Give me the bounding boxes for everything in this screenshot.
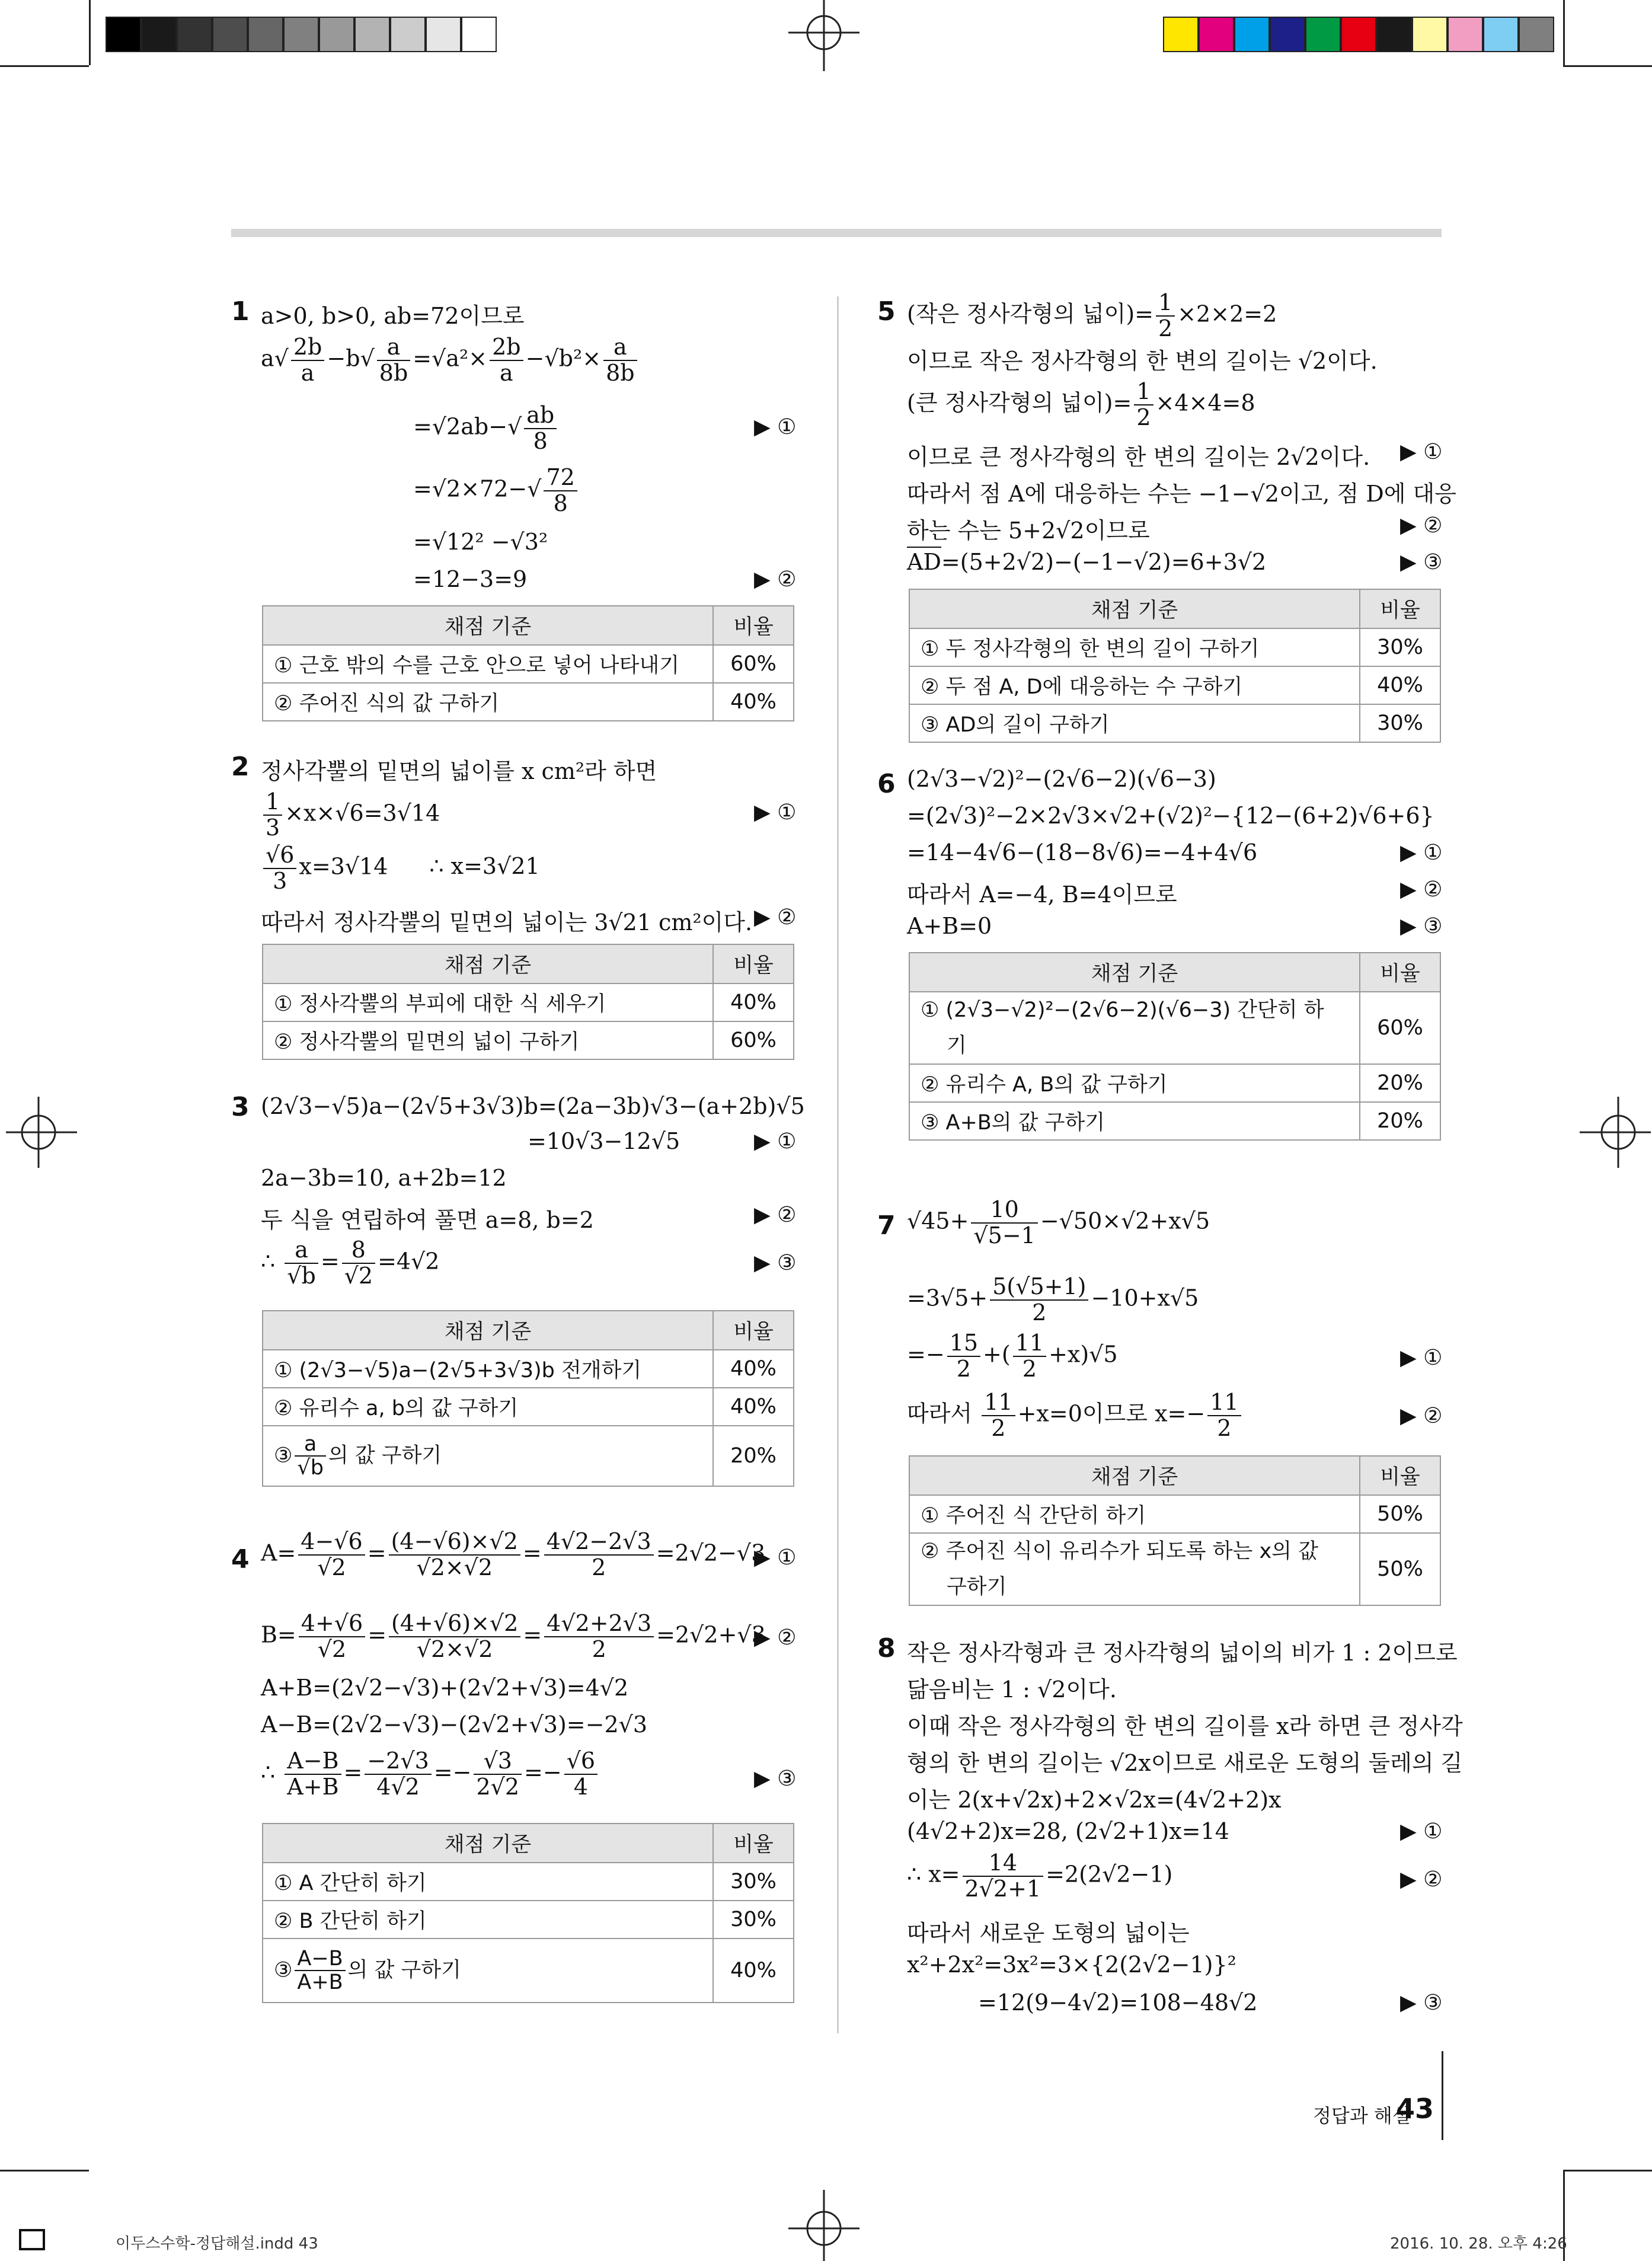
crop-mark [1563,0,1565,65]
table-row: ① 정사각뿔의 부피에 대한 식 세우기 40% [263,983,794,1021]
equation: (작은 정사각형의 넓이)= $\frac{1}{2}$ ×2×2=2 [907,289,1277,341]
table-row: ② 두 점 A, D에 대응하는 수 구하기 40% [909,666,1440,704]
table-row: ① 두 정사각형의 한 변의 길이 구하기 30% [909,628,1440,666]
color-swatch [1412,17,1448,52]
table-header: 채점 기준 [909,953,1360,992]
color-swatch [1448,17,1483,52]
color-swatch [1270,17,1305,52]
table-row: ② 유리수 A, B의 값 구하기 20% [909,1064,1440,1102]
table-row: ③ A+B의 값 구하기 20% [909,1102,1440,1140]
problem-text: 하는 수는 5+2√2이므로 [907,518,1150,544]
table-row: ③ $\frac{A-B}{A+B}$ 의 값 구하기 40% [263,1939,794,2003]
step-marker: ▶ ③ [754,1767,797,1791]
scoring-table [909,1455,1441,1606]
problem-text: 따라서 A=−4, B=4이므로 [907,882,1177,908]
step-marker: ▶ ③ [1400,1991,1443,2015]
color-swatch [1199,17,1234,52]
table-row: ② B 간단히 하기 30% [263,1901,794,1939]
step-marker: ▶ ② [1400,513,1443,538]
equation: 따라서 $\frac{11}{2}$ +x=0이므로 x=− $\frac{11}{2}$ [907,1390,1244,1441]
registration-mark-icon [788,2190,859,2261]
scoring-table [262,944,794,1060]
equation: x²+2x²=3x²=3×{2(2√2−1)}² [907,1952,1236,1978]
step-marker: ▶ ② [1400,1867,1443,1892]
color-swatch [1376,17,1412,52]
table-header: 비율 [713,1824,794,1863]
color-swatch [1305,17,1341,52]
file-name: 이두스수학-정답해설.indd 43 [116,2235,318,2253]
problem-text: 두 식을 연립하여 풀면 a=8, b=2 [261,1207,594,1233]
table-row: ② 유리수 a, b의 값 구하기 40% [263,1388,794,1426]
scoring-table [909,952,1441,1141]
step-marker: ▶ ③ [1400,550,1443,574]
table-header: 비율 [1360,1456,1440,1495]
equation: (2√3−√5)a−(2√5+3√3)b=(2a−3b)√3−(a+2b)√5 [261,1093,805,1119]
equation: AD=(5+2√2)−(−1−√2)=6+3√2 [907,549,1267,575]
problem-text: 닮음비는 1 : √2이다. [907,1676,1117,1703]
step-marker: ▶ ② [1400,1404,1443,1428]
problem-text: 작은 정사각형과 큰 정사각형의 넓이의 비가 1 : 2이므로 [907,1640,1458,1666]
equation: $\frac{1}{3}$ ×x×√6=3√14 [261,790,440,841]
square-icon [19,2229,45,2250]
crop-mark [1563,2170,1652,2171]
problem-text: 정사각뿔의 밑면의 넓이를 x cm²라 하면 [261,758,657,784]
equation: =√2ab−√ $\frac{ab}{8}$ [413,403,559,454]
color-swatch [106,17,141,52]
crop-mark [1563,65,1652,67]
table-header: 채점 기준 [909,589,1360,628]
table-row: ① 근호 밖의 수를 근호 안으로 넣어 나타내기 60% [263,645,794,683]
table-row: ③ $\frac{a}{√b}$ 의 값 구하기 20% [263,1426,794,1486]
step-marker: ▶ ① [1400,841,1443,865]
color-swatch [426,17,461,52]
scoring-table [909,589,1441,743]
overline [907,547,941,548]
registration-mark-icon [6,1097,77,1168]
step-marker: ▶ ① [754,1129,797,1154]
equation: A−B=(2√2−√3)−(2√2+√3)=−2√3 [261,1711,648,1738]
table-row: ① A 간단히 하기 30% [263,1863,794,1901]
equation: ∴ $\frac{A-B}{A+B}$ = $\frac{-2√3}{4√2}$ =− $\frac{√3}{2√2}$ =− $\frac{√6}{4}$ [261,1749,600,1800]
step-marker: ▶ ② [754,567,797,592]
table-row: ② 정사각뿔의 밑면의 넓이 구하기 60% [263,1021,794,1059]
color-swatch [141,17,177,52]
scoring-table [262,1310,794,1487]
color-swatch [248,17,283,52]
table-header: 비율 [713,1311,794,1350]
color-swatch [461,17,497,52]
problem-text: 따라서 새로운 도형의 넓이는 [907,1920,1190,1946]
table-header: 비율 [1360,953,1440,992]
registration-mark-icon [788,0,859,71]
color-swatch [283,17,319,52]
step-marker: ▶ ① [754,800,797,825]
step-marker: ▶ ① [1400,440,1443,464]
table-header: 비율 [713,606,794,645]
color-swatch [1163,17,1199,52]
table-row: ① 주어진 식 간단히 하기 50% [909,1495,1440,1533]
table-row: ② 주어진 식의 값 구하기 40% [263,683,794,721]
equation: (2√3−√2)²−(2√6−2)(√6−3) [907,766,1216,792]
color-swatch [354,17,390,52]
column-divider [837,296,839,2033]
page-number: 43 [1396,2093,1434,2125]
problem-number: 4 [231,1544,250,1575]
color-swatch [177,17,212,52]
equation: (4√2+2)x=28, (2√2+1)x=14 [907,1818,1229,1844]
table-row: ③ AD의 길이 구하기 30% [909,704,1440,742]
equation: a√ $\frac{2b}{a}$ −b√ $\frac{a}{8b}$ =√a²× $\frac{2b}{a}$ −√b²× $\frac{a}{8b}$ [261,335,640,386]
color-swatch [390,17,426,52]
equation: =12(9−4√2)=108−48√2 [978,1989,1258,2016]
table-header: 채점 기준 [909,1456,1360,1495]
color-swatch [1483,17,1519,52]
scoring-table [262,1823,794,2003]
problem-number: 3 [231,1092,250,1122]
equation: A+B=(2√2−√3)+(2√2+√3)=4√2 [261,1675,629,1701]
crop-mark [0,2170,89,2171]
timestamp: 2016. 10. 28. 오후 4:26 [1390,2235,1567,2253]
equation: √45+ $\frac{10}{√5-1}$ −√50×√2+x√5 [907,1196,1210,1248]
problem-number: 5 [877,296,896,327]
problem-text: 이므로 큰 정사각형의 한 변의 길이는 2√2이다. [907,444,1370,470]
equation: =− $\frac{15}{2}$ +( $\frac{11}{2}$ +x)√5 [907,1330,1118,1382]
step-marker: ▶ ① [1400,1819,1443,1844]
color-swatch [1234,17,1270,52]
problem-number: 1 [231,296,250,327]
equation: B= $\frac{4+√6}{√2}$ = $\frac{(4+√6)\times√2}{√2\times√2}$ = $\frac{4√2+2√3}{2}$ =2√2+√3 [261,1610,766,1662]
equation: $\frac{√6}{3}$ x=3√14 ∴ x=3√21 [261,843,540,894]
table-header: 채점 기준 [263,606,713,645]
crop-mark [89,0,91,65]
step-marker: ▶ ② [754,1626,797,1650]
table-header: 채점 기준 [263,944,713,983]
equation: ∴ $\frac{a}{√b}$ = $\frac{8}{√2}$ =4√2 [261,1237,440,1289]
header-rule [231,229,1442,237]
table-row: ① (2√3−√5)a−(2√5+3√3)b 전개하기 40% [263,1350,794,1388]
equation: 이는 2(x+√2x)+2×√2x=(4√2+2)x [907,1787,1282,1813]
problem-number: 8 [877,1633,896,1663]
step-marker: ▶ ③ [754,1251,797,1275]
equation: =12−3=9 [413,566,528,592]
step-marker: ▶ ① [754,1545,797,1570]
color-swatch [1519,17,1554,52]
equation: A+B=0 [907,913,992,939]
problem-number: 7 [877,1211,896,1241]
section-label: 정답과 해설 [1313,2104,1411,2127]
scoring-table [262,605,794,721]
problem-text: 이때 작은 정사각형의 한 변의 길이를 x라 하면 큰 정사각 [907,1713,1463,1739]
problem-text: 따라서 점 A에 대응하는 수는 −1−√2이고, 점 D에 대응 [907,481,1456,507]
equation: (큰 정사각형의 넓이)= $\frac{1}{2}$ ×4×4=8 [907,378,1255,430]
table-header: 채점 기준 [263,1824,713,1863]
problem-text: a>0, b>0, ab=72이므로 [261,303,525,329]
table-header: 비율 [713,944,794,983]
problem-number: 6 [877,769,896,799]
step-marker: ▶ ② [1400,877,1443,902]
crop-mark [0,65,89,67]
equation: A= $\frac{4-√6}{√2}$ = $\frac{(4-√6)\times√2}{√2\times√2}$ = $\frac{4√2-2√3}{2}$ =2√2−√3 [261,1528,766,1580]
footer-rule [1442,2051,1443,2140]
problem-number: 2 [231,752,250,782]
step-marker: ▶ ① [754,415,797,439]
step-marker: ▶ ② [754,905,797,930]
color-swatch [212,17,248,52]
equation: ∴ x= $\frac{14}{2√2+1}$ =2(2√2−1) [907,1850,1173,1902]
table-row: ① (2√3−√2)²−(2√6−2)(√6−3) 간단히 하 기 60% [909,992,1440,1064]
equation: =√2×72−√ $\frac{72}{8}$ [413,465,580,516]
step-marker: ▶ ② [754,1203,797,1227]
equation: =3√5+ $\frac{5(√5+1)}{2}$ −10+x√5 [907,1273,1199,1326]
registration-mark-icon [1580,1097,1651,1168]
problem-text: 따라서 정사각뿔의 밑면의 넓이는 3√21 cm²이다. [261,909,753,935]
color-swatch [319,17,354,52]
table-row: ② 주어진 식이 유리수가 되도록 하는 x의 값 구하기 50% [909,1533,1440,1605]
equation: =10√3−12√5 [528,1128,680,1154]
step-marker: ▶ ① [1400,1346,1443,1370]
equation: =(2√3)²−2×2√3×√2+(√2)²−{12−(6+2)√6+6} [907,803,1434,829]
equation: =√12² −√3² [413,529,548,555]
equation: =14−4√6−(18−8√6)=−4+4√6 [907,839,1258,866]
problem-text: 형의 한 변의 길이는 √2x이므로 새로운 도형의 둘레의 길 [907,1750,1463,1776]
color-swatch [1341,17,1376,52]
step-marker: ▶ ③ [1400,914,1443,938]
problem-text: 이므로 작은 정사각형의 한 변의 길이는 √2이다. [907,348,1378,374]
equation: 2a−3b=10, a+2b=12 [261,1165,507,1191]
table-header: 비율 [1360,589,1440,628]
table-header: 채점 기준 [263,1311,713,1350]
